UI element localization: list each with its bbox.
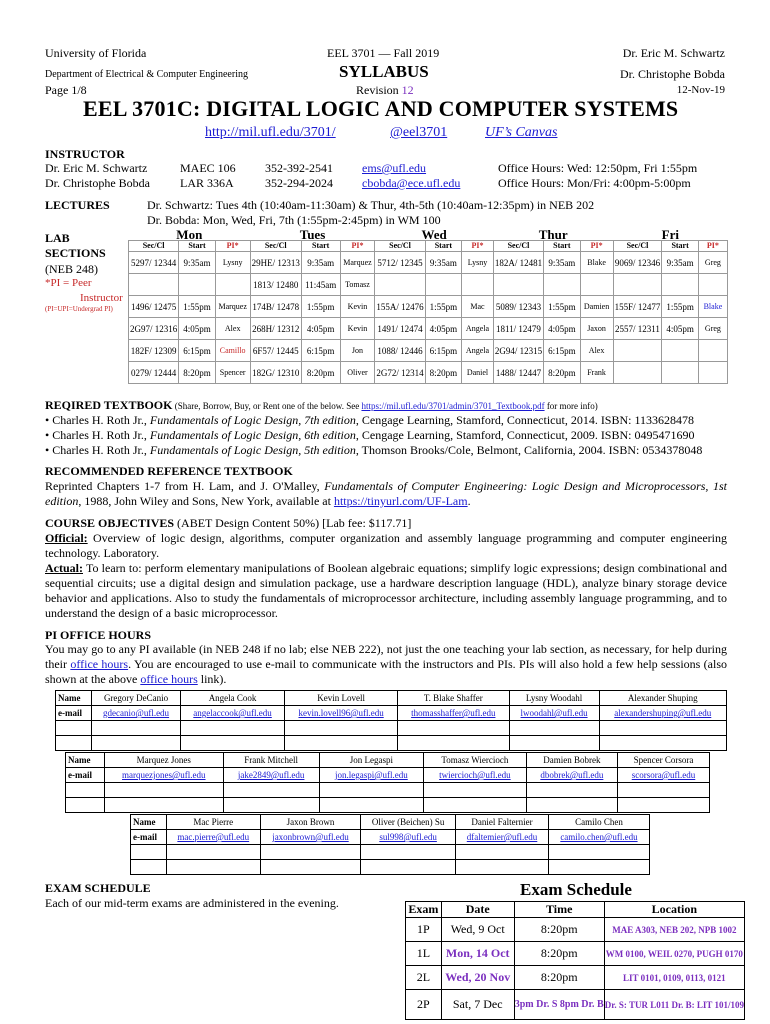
start-cell: 6:15pm	[544, 340, 580, 362]
lab-row	[129, 274, 728, 296]
lab-room: (NEB 248)	[45, 262, 98, 276]
instructor-email[interactable]: ems@ufl.edu	[362, 161, 427, 175]
start-cell: 4:05pm	[179, 318, 215, 340]
start-cell	[179, 274, 215, 296]
column-subheader: Sec/Cl	[613, 241, 662, 252]
lab-row	[129, 252, 728, 274]
exam-date: Mon, 14 Oct	[441, 942, 514, 966]
section-cell: 1488/ 12447	[493, 362, 543, 384]
lectures-heading: LECTURES	[45, 198, 110, 212]
exam-date: Wed, 9 Oct	[441, 918, 514, 942]
name-label: Name	[56, 691, 92, 706]
start-cell: 1:55pm	[179, 296, 215, 318]
section-cell: 155F/ 12477	[613, 296, 662, 318]
subheader-row	[129, 241, 728, 252]
start-cell: 1:55pm	[544, 296, 580, 318]
section-cell	[613, 274, 662, 296]
pi-email-link[interactable]: jon.legaspi@ufl.edu	[319, 768, 423, 783]
page-number: Page 1/8	[45, 83, 87, 97]
textbook-item: • Charles H. Roth Jr., Fundamentals of Logic Design, 5th edition, Thomson Brooks/Cole, Belmont, California, 2004. ISBN: 0534378048	[45, 443, 703, 457]
pi-cell: Lysny	[462, 252, 494, 274]
pi-name-row	[66, 753, 710, 768]
start-cell: 6:15pm	[425, 340, 461, 362]
pi-cell: Greg	[698, 252, 727, 274]
instructor-name: Dr. Christophe Bobda	[45, 176, 150, 190]
course-term: EEL 3701 — Fall 2019	[327, 46, 440, 60]
pi-hours-text: You may go to any PI available (in NEB 248 if no lab; else NEB 222), not just the one teaching your lab section, as necessary, for help during their office hours. You are encouraged to use e-mail to communicate with the instructors and PIs. PIs will also hold a few help sessions (also shown at the above office hours link).	[45, 642, 727, 686]
pi-name: Lysny Woodahl	[509, 691, 599, 706]
pi-cell	[698, 274, 727, 296]
pi-email-row	[56, 706, 727, 721]
office-hours-link[interactable]: office hours	[70, 657, 129, 671]
pi-email-link[interactable]: jake2849@ufl.edu	[223, 768, 319, 783]
day-header: Tues	[299, 227, 326, 242]
pi-cell: Alex	[580, 340, 613, 362]
pi-email-link[interactable]: dfaltemier@ufl.edu	[456, 830, 549, 845]
section-cell: 2G97/ 12316	[129, 318, 179, 340]
pi-name: Tomasz Wiercioch	[424, 753, 527, 768]
pi-contact-table-1	[55, 690, 727, 751]
empty-row	[56, 721, 727, 736]
start-cell	[662, 340, 698, 362]
pi-cell	[215, 274, 250, 296]
column-subheader: Sec/Cl	[375, 241, 425, 252]
instructor-header-1: Dr. Eric M. Schwartz	[622, 46, 725, 60]
revision: Revision 12	[356, 83, 414, 97]
lab-row	[129, 340, 728, 362]
pi-cell: Kevin	[340, 318, 375, 340]
pi-cell	[580, 274, 613, 296]
pi-name: Alexander Shuping	[599, 691, 726, 706]
column-subheader: PI*	[215, 241, 250, 252]
exam-schedule-table	[405, 901, 745, 1020]
pi-email-link[interactable]: kevin.lovell96@ufl.edu	[285, 706, 398, 721]
exam-heading: EXAM SCHEDULE	[45, 881, 151, 895]
start-cell: 9:35am	[425, 252, 461, 274]
twitter-link[interactable]: @eel3701	[390, 125, 448, 140]
pi-name: Daniel Falternier	[456, 815, 549, 830]
exam-location: LIT 0101, 0109, 0113, 0121	[604, 966, 744, 990]
exam-time: 3pm Dr. S 8pm Dr. B	[514, 990, 604, 1020]
section-cell: 268H/ 12312	[250, 318, 301, 340]
exam-row	[406, 966, 745, 990]
section-cell: 2G94/ 12315	[493, 340, 543, 362]
section-cell: 9069/ 12346	[613, 252, 662, 274]
exam-text: Each of our mid-term exams are administered in the evening.	[45, 896, 339, 910]
pi-email-link[interactable]: twiercioch@ufl.edu	[424, 768, 527, 783]
pi-name: T. Blake Shaffer	[397, 691, 509, 706]
pi-email-link[interactable]: gdecanio@ufl.edu	[92, 706, 181, 721]
start-cell	[662, 274, 698, 296]
section-cell: 1088/ 12446	[375, 340, 425, 362]
exam-date: Sat, 7 Dec	[441, 990, 514, 1020]
column-subheader: Sec/Cl	[129, 241, 179, 252]
recommended-heading: RECOMMENDED REFERENCE TEXTBOOK	[45, 464, 293, 478]
bullet-icon: •	[45, 413, 53, 427]
column-subheader: PI*	[580, 241, 613, 252]
pi-email-link[interactable]: lwoodahl@ufl.edu	[509, 706, 599, 721]
pi-cell: Jon	[340, 340, 375, 362]
start-cell: 9:35am	[179, 252, 215, 274]
start-cell: 4:05pm	[301, 318, 340, 340]
instructor-name: Dr. Eric M. Schwartz	[45, 161, 148, 175]
lam-book-link[interactable]: https://tinyurl.com/UF-Lam	[333, 494, 468, 508]
start-cell: 4:05pm	[425, 318, 461, 340]
exam-location: MAE A303, NEB 202, NPB 1002	[604, 918, 744, 942]
section-cell: 1496/ 12475	[129, 296, 179, 318]
pi-name: Kevin Lovell	[285, 691, 398, 706]
exam-column-header: Exam	[406, 902, 442, 918]
course-website-link[interactable]: http://mil.ufl.edu/3701/	[205, 125, 336, 140]
start-cell: 8:20pm	[425, 362, 461, 384]
column-subheader: PI*	[698, 241, 727, 252]
exam-row	[406, 990, 745, 1020]
pi-email-link[interactable]: marquezjones@ufl.edu	[104, 768, 223, 783]
section-cell: 29HE/ 12313	[250, 252, 301, 274]
pi-cell: Jaxon	[580, 318, 613, 340]
empty-row	[131, 845, 650, 860]
section-cell: 0279/ 12444	[129, 362, 179, 384]
department: Department of Electrical & Computer Engineering	[45, 69, 248, 80]
empty-row	[131, 860, 650, 875]
section-cell: 6F57/ 12445	[250, 340, 301, 362]
lab-row	[129, 362, 728, 384]
section-cell: 5712/ 12345	[375, 252, 425, 274]
pi-cell: Marquez	[340, 252, 375, 274]
column-subheader: PI*	[340, 241, 375, 252]
section-cell: 155A/ 12476	[375, 296, 425, 318]
sections-heading: SECTIONS	[45, 246, 106, 260]
instructor-phone: 352-392-2541	[265, 161, 333, 175]
section-cell: 1813/ 12480	[250, 274, 301, 296]
start-cell: 9:35am	[544, 252, 580, 274]
pi-email-link[interactable]: alexandershuping@ufl.edu	[599, 706, 726, 721]
pi-cell: Mac	[462, 296, 494, 318]
day-header: Thur	[538, 227, 568, 242]
header-date: 12-Nov-19	[676, 84, 725, 96]
exam-location: WM 0100, WEIL 0270, PUGH 0170	[604, 942, 744, 966]
pi-cell: Frank	[580, 362, 613, 384]
pi-name: Oliver (Beichen) Su	[361, 815, 456, 830]
pi-name: Gregory DeCanio	[92, 691, 181, 706]
pi-email-link[interactable]: sul998@ufl.edu	[361, 830, 456, 845]
section-cell: 182F/ 12309	[129, 340, 179, 362]
name-label: Name	[66, 753, 105, 768]
section-cell: 174B/ 12478	[250, 296, 301, 318]
start-cell: 4:05pm	[662, 318, 698, 340]
lab-row	[129, 296, 728, 318]
section-cell: 5089/ 12343	[493, 296, 543, 318]
column-subheader: Start	[544, 241, 580, 252]
instructor-hours: Office Hours: Mon/Fri: 4:00pm-5:00pm	[498, 176, 691, 190]
section-cell	[129, 274, 179, 296]
column-subheader: Start	[425, 241, 461, 252]
day-header: Fri	[661, 227, 679, 242]
office-hours-link-2[interactable]: office hours	[140, 672, 198, 686]
pi-name-row	[56, 691, 727, 706]
exam-column-header: Date	[441, 902, 514, 918]
page-title: EEL 3701C: DIGITAL LOGIC AND COMPUTER SYSTEMS	[83, 96, 679, 121]
exam-time: 8:20pm	[514, 966, 604, 990]
pi-email-link[interactable]: dbobrek@ufl.edu	[526, 768, 617, 783]
day-header: Wed	[421, 227, 447, 242]
pi-email-row	[131, 830, 650, 845]
exam-row	[406, 918, 745, 942]
email-label: e-mail	[131, 830, 167, 845]
email-label: e-mail	[56, 706, 92, 721]
pi-name-row	[131, 815, 650, 830]
section-cell: 1491/ 12474	[375, 318, 425, 340]
pi-name: Damien Bobrek	[526, 753, 617, 768]
pi-name: Mac Pierre	[166, 815, 260, 830]
pi-name: Jon Legaspi	[319, 753, 423, 768]
instructor-phone: 352-294-2024	[265, 176, 333, 190]
section-cell: 5297/ 12344	[129, 252, 179, 274]
day-header-row	[129, 230, 728, 241]
pi-email-link[interactable]: camilo.chen@ufl.edu	[548, 830, 649, 845]
column-subheader: Sec/Cl	[493, 241, 543, 252]
column-subheader: PI*	[462, 241, 494, 252]
instructor-heading: INSTRUCTOR	[45, 147, 125, 161]
pi-cell: Marquez	[215, 296, 250, 318]
instructor-email[interactable]: cbobda@ece.ufl.edu	[362, 176, 461, 190]
start-cell: 6:15pm	[301, 340, 340, 362]
section-cell	[493, 274, 543, 296]
pi-cell: Angela	[462, 318, 494, 340]
textbook-info-link[interactable]: https://mil.ufl.edu/3701/admin/3701_Textbook.pdf	[361, 401, 545, 411]
exam-id: 2L	[406, 966, 442, 990]
section-cell	[375, 274, 425, 296]
required-textbook-line: REQIRED TEXTBOOK (Share, Borrow, Buy, or Rent one of the below. See https://mil.ufl.edu/3701/admin/3701_Textbook.pdf for more info)	[45, 398, 598, 412]
canvas-link[interactable]: UF’s Canvas	[485, 125, 558, 140]
pi-cell: Angela	[462, 340, 494, 362]
instructor-hours: Office Hours: Wed: 12:50pm, Fri 1:55pm	[498, 161, 698, 175]
section-cell: 1811/ 12479	[493, 318, 543, 340]
pi-email-link[interactable]: angelaccook@ufl.edu	[180, 706, 284, 721]
section-cell: 2G72/ 12314	[375, 362, 425, 384]
column-subheader: Start	[301, 241, 340, 252]
empty-row	[56, 736, 727, 751]
pi-cell	[698, 340, 727, 362]
start-cell	[425, 274, 461, 296]
exam-id: 2P	[406, 990, 442, 1020]
empty-row	[66, 798, 710, 813]
start-cell: 9:35am	[301, 252, 340, 274]
start-cell	[662, 362, 698, 384]
lecture-schwartz: Dr. Schwartz: Tues 4th (10:40am-11:30am) & Thur, 4th-5th (10:40am-12:35pm) in NEB 202	[147, 198, 595, 212]
pi-email-link[interactable]: scorsora@ufl.edu	[618, 768, 710, 783]
objectives-heading: COURSE OBJECTIVES (ABET Design Content 50%) [Lab fee: $117.71]	[45, 516, 412, 530]
exam-row	[406, 942, 745, 966]
start-cell: 6:15pm	[179, 340, 215, 362]
start-cell: 1:55pm	[662, 296, 698, 318]
pi-definition-1: *PI = Peer	[45, 277, 92, 289]
section-cell: 182G/ 12310	[250, 362, 301, 384]
actual-objectives: Actual: To learn to: perform elementary manipulations of Boolean algebraic equations; simplify logic expressions; design combinational and sequential circuits; use a digital design and simulation package, use a hardware description language (HDL), analyze binary storage device behavior and applications. Also to study the fundamentals of microprocessor architecture, including assembly language programming, and to understand the design of a basic microprocessor.	[45, 561, 727, 620]
recommended-text: Reprinted Chapters 1-7 from H. Lam, and J. O'Malley, Fundamentals of Computer Engineering: Logic Design and Microprocessors, 1st edition, 1988, John Wiley and Sons, New York, available at https://tinyurl.com/UF-Lam.	[45, 479, 727, 508]
exam-date: Wed, 20 Nov	[441, 966, 514, 990]
lab-heading: LAB	[45, 231, 70, 245]
email-label: e-mail	[66, 768, 105, 783]
pi-email-row	[66, 768, 710, 783]
instructor-header-2: Dr. Christophe Bobda	[620, 67, 725, 81]
syllabus-label: SYLLABUS	[339, 62, 429, 81]
instructor-office: MAEC 106	[180, 161, 236, 175]
start-cell: 1:55pm	[301, 296, 340, 318]
university-name: University of Florida	[45, 46, 147, 60]
pi-name: Spencer Corsora	[618, 753, 710, 768]
pi-name: Frank Mitchell	[223, 753, 319, 768]
start-cell: 9:35am	[662, 252, 698, 274]
empty-row	[66, 783, 710, 798]
pi-cell: Blake	[580, 252, 613, 274]
section-cell: 182A/ 12481	[493, 252, 543, 274]
bullet-icon: •	[45, 443, 53, 457]
start-cell: 8:20pm	[301, 362, 340, 384]
section-cell	[613, 340, 662, 362]
pi-cell: Blake	[698, 296, 727, 318]
section-cell: 2557/ 12311	[613, 318, 662, 340]
pi-cell: Lysny	[215, 252, 250, 274]
start-cell	[544, 274, 580, 296]
section-cell	[613, 362, 662, 384]
exam-column-header: Location	[604, 902, 744, 918]
name-label: Name	[131, 815, 167, 830]
exam-time: 8:20pm	[514, 942, 604, 966]
column-subheader: Start	[179, 241, 215, 252]
pi-cell	[462, 274, 494, 296]
start-cell: 8:20pm	[179, 362, 215, 384]
pi-cell: Damien	[580, 296, 613, 318]
pi-name: Camilo Chen	[548, 815, 649, 830]
pi-contact-table-2	[65, 752, 710, 813]
lab-sections-table	[128, 227, 728, 384]
exam-column-header: Time	[514, 902, 604, 918]
pi-hours-heading: PI OFFICE HOURS	[45, 628, 152, 642]
start-cell: 11:45am	[301, 274, 340, 296]
pi-email-link[interactable]: thomasshaffer@ufl.edu	[397, 706, 509, 721]
pi-cell	[698, 362, 727, 384]
pi-cell: Alex	[215, 318, 250, 340]
pi-cell: Oliver	[340, 362, 375, 384]
pi-cell: Camillo	[215, 340, 250, 362]
exam-location: Dr. S: TUR L011 Dr. B: LIT 101/109	[604, 990, 744, 1020]
textbook-item: • Charles H. Roth Jr., Fundamentals of Logic Design, 6th edition, Cengage Learning, Stamford, Connecticut, 2009. ISBN: 0495471690	[45, 428, 695, 442]
day-header: Mon	[176, 227, 203, 242]
pi-note: (PI=UPI=Undergrad PI)	[45, 305, 113, 313]
exam-id: 1L	[406, 942, 442, 966]
lecture-bobda: Dr. Bobda: Mon, Wed, Fri, 7th (1:55pm-2:45pm) in WM 100	[147, 213, 441, 227]
exam-id: 1P	[406, 918, 442, 942]
pi-cell: Kevin	[340, 296, 375, 318]
start-cell: 4:05pm	[544, 318, 580, 340]
start-cell: 8:20pm	[544, 362, 580, 384]
pi-email-link[interactable]: mac.pierre@ufl.edu	[166, 830, 260, 845]
exam-table-title: Exam Schedule	[520, 880, 632, 899]
pi-name: Angela Cook	[180, 691, 284, 706]
pi-name: Marquez Jones	[104, 753, 223, 768]
pi-cell: Spencer	[215, 362, 250, 384]
column-subheader: Sec/Cl	[250, 241, 301, 252]
pi-cell: Greg	[698, 318, 727, 340]
pi-email-link[interactable]: jaxonbrown@ufl.edu	[260, 830, 360, 845]
bullet-icon: •	[45, 428, 53, 442]
start-cell: 1:55pm	[425, 296, 461, 318]
pi-definition-2: Instructor	[80, 292, 123, 304]
pi-cell: Daniel	[462, 362, 494, 384]
pi-name: Jaxon Brown	[260, 815, 360, 830]
instructor-office: LAR 336A	[180, 176, 234, 190]
official-objectives: Official: Overview of logic design, algorithms, computer organization and assembly language programming and computer engineering technology. Laboratory.	[45, 531, 727, 560]
column-subheader: Start	[662, 241, 698, 252]
textbook-item: • Charles H. Roth Jr., Fundamentals of Logic Design, 7th edition, Cengage Learning, Stamford, Connecticut, 2014. ISBN: 1133628478	[45, 413, 695, 427]
lab-row	[129, 318, 728, 340]
exam-time: 8:20pm	[514, 918, 604, 942]
pi-cell: Tomasz	[340, 274, 375, 296]
pi-contact-table-3	[130, 814, 650, 875]
